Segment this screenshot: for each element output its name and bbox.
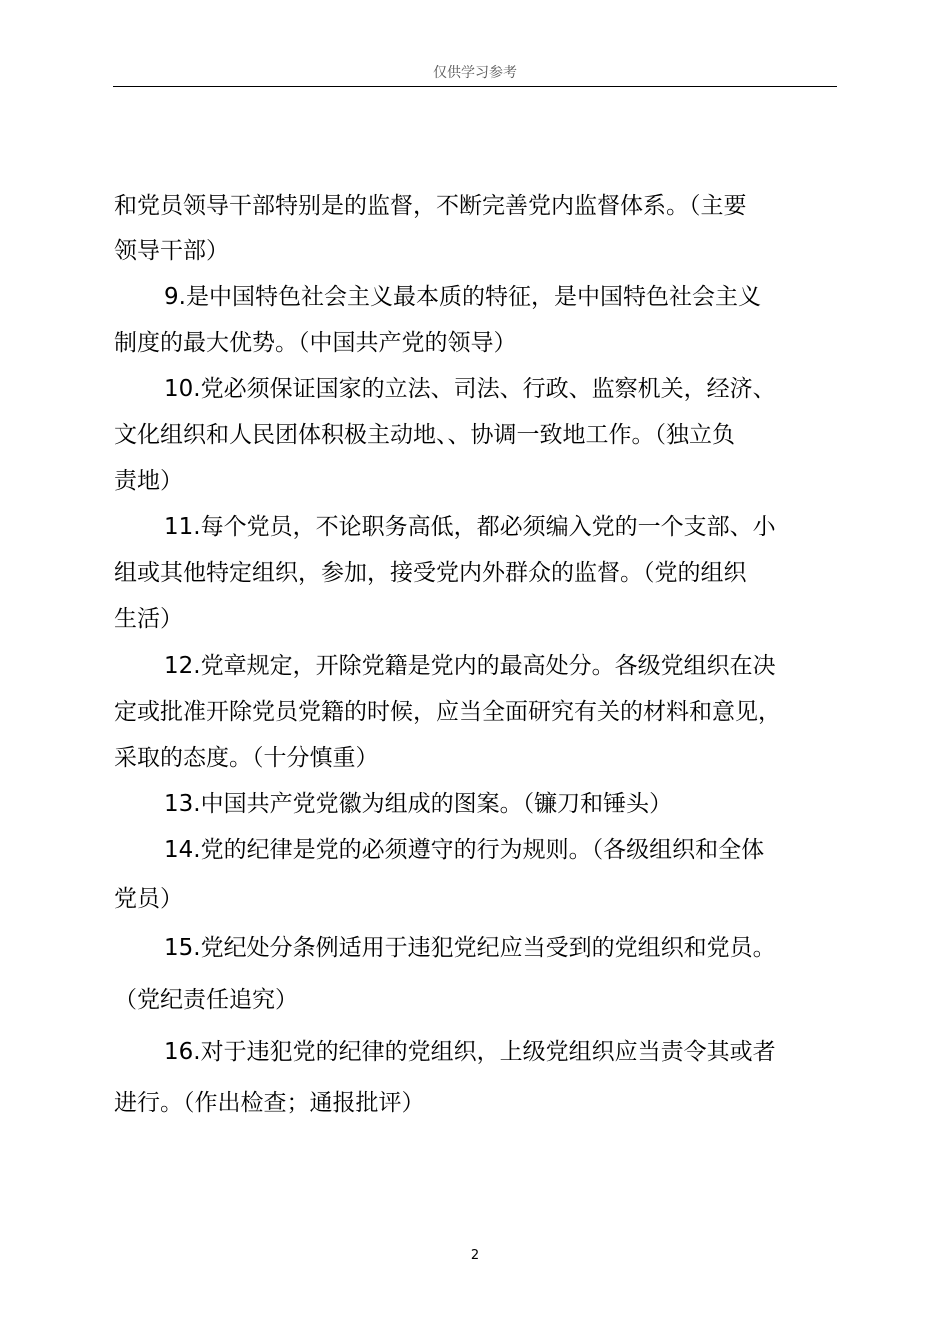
line-q10b: 文化组织和人民团体积极主动地、、协调一致地工作。（独立负: [114, 422, 735, 448]
line-q12a: 12.党章规定，开除党籍是党内的最高处分。各级党组织在决: [164, 653, 776, 679]
line-q11a: 11.每个党员，不论职务高低，都必须编入党的一个支部、小: [164, 514, 776, 540]
line-q16a: 16.对于违犯党的纪律的党组织，上级党组织应当责令其或者: [164, 1039, 776, 1065]
page-number: 2: [470, 1248, 480, 1263]
line-q10c: 责地）: [114, 468, 183, 494]
line-q15b: （党纪责任追究）: [114, 987, 298, 1013]
page-header: 仅供学习参考: [433, 65, 517, 81]
line-continuation-8a: 和党员领导干部特别是的监督，不断完善党内监督体系。（主要: [114, 193, 747, 219]
line-q12b: 定或批准开除党员党籍的时候，应当全面研究有关的材料和意见，: [114, 699, 781, 725]
line-q11c: 生活）: [114, 606, 183, 632]
line-q10a: 10.党必须保证国家的立法、司法、行政、监察机关，经济、: [164, 376, 776, 402]
line-q16b: 进行。（作出检查；通报批评）: [114, 1090, 425, 1116]
line-q13: 13.中国共产党党徽为组成的图案。（镰刀和锤头）: [164, 791, 673, 817]
line-q14b: 党员）: [114, 886, 183, 912]
line-q9a: 9.是中国特色社会主义最本质的特征，是中国特色社会主义: [164, 284, 761, 310]
line-q9b: 制度的最大优势。（中国共产党的领导）: [114, 330, 517, 356]
line-q15a: 15.党纪处分条例适用于违犯党纪应当受到的党组织和党员。: [164, 935, 776, 961]
line-q12c: 采取的态度。（十分慎重）: [114, 745, 379, 771]
line-q11b: 组或其他特定组织，参加，接受党内外群众的监督。（党的组织: [114, 560, 747, 586]
line-continuation-8b: 领导干部）: [114, 238, 229, 264]
line-q14a: 14.党的纪律是党的必须遵守的行为规则。（各级组织和全体: [164, 837, 765, 863]
header-divider: [113, 86, 837, 87]
